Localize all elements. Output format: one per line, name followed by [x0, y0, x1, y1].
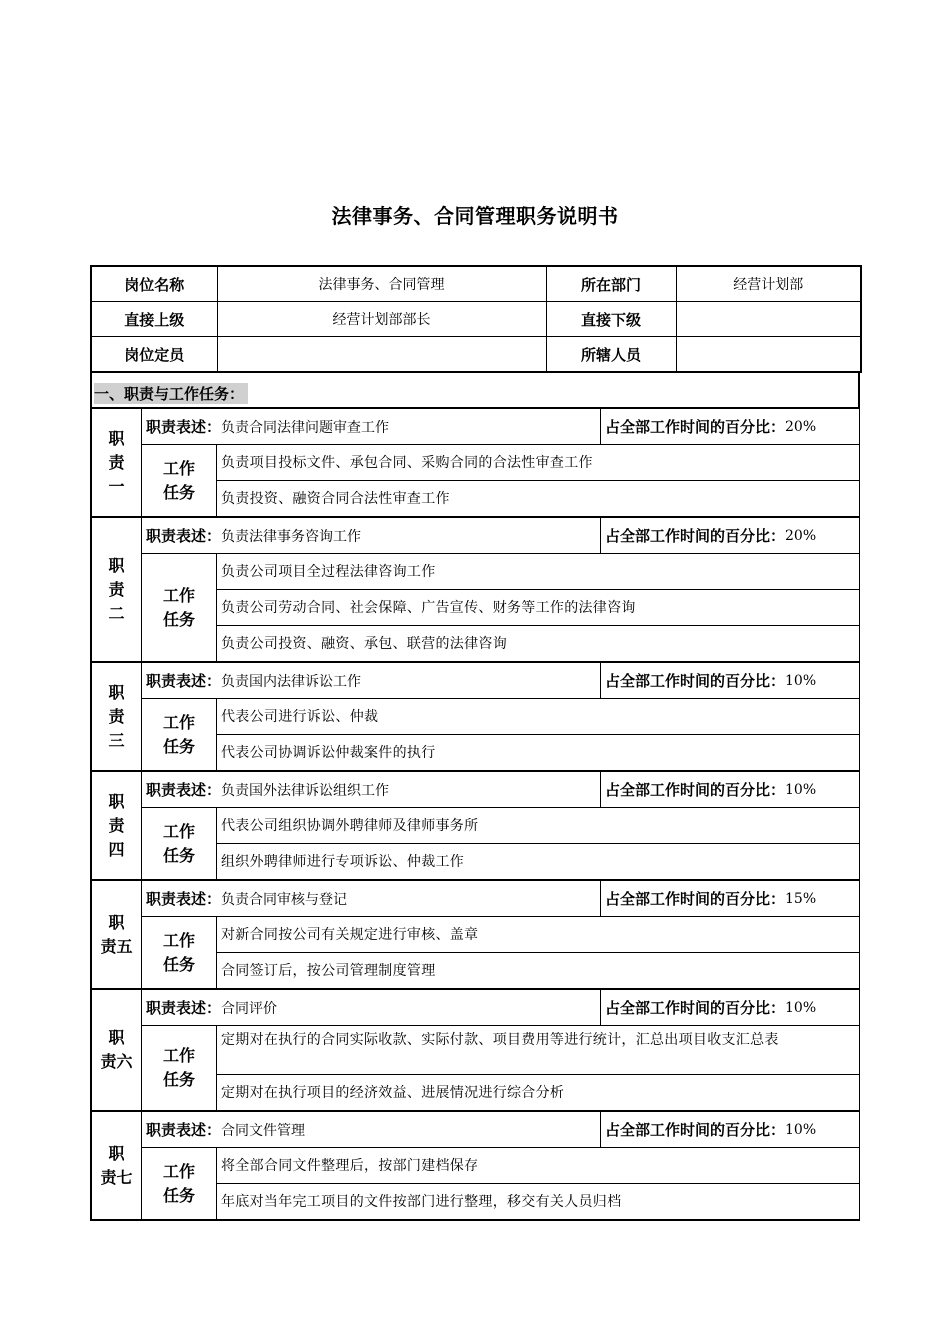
task-item: 定期对在执行的合同实际收款、实际付款、项目费用等进行统计，汇总出项目收支汇总表 [217, 1026, 859, 1075]
duty-block [90, 663, 860, 772]
duty-body [142, 772, 859, 879]
task-label [142, 917, 217, 988]
description-text: 负责国内法律诉讼工作 [221, 673, 362, 690]
task-label [142, 1148, 217, 1219]
duty-label-char: 责 [108, 452, 125, 472]
task-label-line: 工作 [162, 930, 195, 950]
duty-label-char: 二 [108, 603, 125, 623]
task-label-line: 工作 [162, 1046, 195, 1065]
task-label [142, 699, 217, 770]
description-text: 负责国外法律诉讼组织工作 [221, 782, 390, 799]
superior-value: 经营计划部部长 [217, 302, 546, 337]
time-percentage [601, 518, 859, 553]
duty-label-char: 一 [108, 476, 125, 496]
duty-label-char: 责五 [100, 936, 133, 956]
task-block [142, 699, 859, 770]
description-text: 负责合同法律问题审查工作 [221, 419, 390, 436]
task-label-line: 工作 [162, 585, 195, 605]
duty-description [142, 1112, 601, 1147]
task-label-line: 任务 [162, 736, 195, 756]
duty-label [92, 1112, 142, 1219]
percentage-label: 占全部工作时间的百分比： [605, 1121, 786, 1139]
task-item: 组织外聘律师进行专项诉讼、仲裁工作 [221, 853, 465, 870]
task-label-line: 工作 [162, 821, 195, 841]
time-percentage [601, 881, 859, 916]
superior-label: 直接上级 [91, 302, 217, 337]
task-label-line: 工作 [162, 1161, 195, 1181]
task-item: 负责公司投资、融资、承包、联营的法律咨询 [221, 635, 507, 652]
task-list [217, 917, 859, 988]
duty-label [92, 990, 142, 1110]
description-text: 合同文件管理 [221, 1122, 306, 1139]
headcount-value [217, 337, 546, 373]
description-text: 负责法律事务咨询工作 [221, 528, 362, 545]
staff-label: 所辖人员 [546, 337, 676, 373]
duty-description [142, 663, 601, 698]
duty-body [142, 518, 859, 661]
duty-description-row [142, 881, 859, 917]
description-label: 职责表述： [146, 672, 222, 690]
percentage-value: 10% [785, 781, 817, 798]
task-label-line: 任务 [162, 1185, 195, 1205]
task-label [142, 1026, 217, 1110]
duty-description [142, 881, 601, 916]
duty-description-row [142, 772, 859, 808]
duty-description-row [142, 990, 859, 1026]
description-text: 负责合同审核与登记 [221, 891, 348, 908]
duties-list [90, 409, 860, 1221]
task-item: 负责项目投标文件、承包合同、采购合同的合法性审查工作 [217, 445, 859, 481]
task-block [142, 808, 859, 879]
task-label [142, 445, 217, 516]
task-item: 负责投资、融资合同合法性审查工作 [221, 490, 450, 507]
task-item: 合同签订后，按公司管理制度管理 [221, 962, 436, 979]
duty-body [142, 1112, 859, 1219]
position-name-label: 岗位名称 [91, 266, 217, 302]
task-list [217, 699, 859, 770]
duty-label-char: 职 [108, 1028, 125, 1047]
task-label [142, 808, 217, 879]
page-title: 法律事务、合同管理职务说明书 [331, 204, 619, 228]
time-percentage [601, 1112, 859, 1147]
duty-label-char: 责 [108, 579, 125, 599]
duty-description [142, 409, 601, 444]
duty-label [92, 772, 142, 879]
duty-label-char: 三 [108, 730, 125, 750]
duty-body [142, 990, 859, 1110]
percentage-label: 占全部工作时间的百分比： [605, 418, 786, 436]
duty-block [90, 881, 860, 990]
task-item: 代表公司协调诉讼仲裁案件的执行 [221, 744, 436, 761]
duty-description [142, 518, 601, 553]
duty-label-char: 职 [108, 1143, 125, 1163]
duty-label-char: 责 [108, 815, 125, 835]
task-item: 对新合同按公司有关规定进行审核、盖章 [217, 917, 859, 953]
percentage-value: 10% [785, 1121, 817, 1138]
task-block [142, 1148, 859, 1219]
duty-label [92, 409, 142, 516]
subordinate-value [676, 302, 861, 337]
task-item: 代表公司进行诉讼、仲裁 [217, 699, 859, 735]
section-title: 一、职责与工作任务： [94, 383, 248, 404]
percentage-label: 占全部工作时间的百分比： [605, 527, 786, 545]
task-list [217, 1026, 859, 1110]
task-block [142, 445, 859, 516]
task-item: 年底对当年完工项目的文件按部门进行整理，移交有关人员归档 [221, 1193, 622, 1210]
percentage-value: 10% [785, 999, 817, 1016]
subordinate-label: 直接下级 [546, 302, 676, 337]
duty-description [142, 990, 601, 1025]
percentage-value: 20% [785, 527, 817, 544]
percentage-label: 占全部工作时间的百分比： [605, 890, 786, 908]
time-percentage [601, 772, 859, 807]
duty-label [92, 881, 142, 988]
duty-block [90, 518, 860, 663]
duty-description-row [142, 663, 859, 699]
description-label: 职责表述： [146, 999, 222, 1017]
duty-label-char: 职 [108, 791, 125, 811]
description-label: 职责表述： [146, 1121, 222, 1139]
task-item: 负责公司项目全过程法律咨询工作 [217, 554, 859, 590]
department-label: 所在部门 [546, 266, 676, 302]
task-item: 代表公司组织协调外聘律师及律师事务所 [217, 808, 859, 844]
time-percentage [601, 663, 859, 698]
duty-label-char: 责七 [100, 1167, 133, 1187]
description-label: 职责表述： [146, 781, 222, 799]
task-list [217, 808, 859, 879]
duty-body [142, 409, 859, 516]
task-label-line: 工作 [162, 458, 195, 478]
task-label-line: 任务 [162, 954, 195, 974]
duty-label-char: 职 [108, 555, 125, 575]
percentage-value: 10% [785, 672, 817, 689]
task-label [142, 554, 217, 661]
duty-description [142, 772, 601, 807]
percentage-value: 20% [785, 418, 817, 435]
percentage-label: 占全部工作时间的百分比： [605, 781, 786, 799]
task-label-line: 工作 [162, 712, 195, 732]
time-percentage [601, 990, 859, 1025]
time-percentage [601, 409, 859, 444]
duty-label-char: 职 [108, 912, 125, 932]
duty-body [142, 663, 859, 770]
task-label-line: 任务 [162, 1070, 195, 1089]
percentage-label: 占全部工作时间的百分比： [605, 672, 786, 690]
duty-label [92, 663, 142, 770]
duty-body [142, 881, 859, 988]
task-label-line: 任务 [162, 609, 195, 629]
duty-label [92, 518, 142, 661]
task-item: 将全部合同文件整理后，按部门建档保存 [217, 1148, 859, 1184]
task-label-line: 任务 [162, 845, 195, 865]
duty-block [90, 990, 860, 1112]
department-value: 经营计划部 [676, 266, 861, 302]
duty-label-char: 四 [108, 839, 125, 859]
position-name-value: 法律事务、合同管理 [217, 266, 546, 302]
percentage-value: 15% [785, 890, 817, 907]
staff-value [676, 337, 861, 373]
percentage-label: 占全部工作时间的百分比： [605, 999, 786, 1017]
task-label-line: 任务 [162, 482, 195, 502]
headcount-label: 岗位定员 [91, 337, 217, 373]
duty-label-char: 职 [108, 682, 125, 702]
duty-block [90, 772, 860, 881]
duty-block [90, 409, 860, 518]
description-text: 合同评价 [221, 1000, 278, 1017]
description-label: 职责表述： [146, 890, 222, 908]
header-table [90, 265, 862, 373]
duty-description-row [142, 1112, 859, 1148]
task-list [217, 445, 859, 516]
description-label: 职责表述： [146, 418, 222, 436]
duty-label-char: 责 [108, 706, 125, 726]
task-list [217, 1148, 859, 1219]
duty-label-char: 责六 [100, 1052, 133, 1071]
task-block [142, 554, 859, 661]
task-block [142, 917, 859, 988]
task-item: 负责公司劳动合同、社会保障、广告宣传、财务等工作的法律咨询 [217, 590, 859, 626]
task-list [217, 554, 859, 661]
section-header [90, 373, 860, 409]
job-description-form [90, 265, 860, 1221]
task-block [142, 1026, 859, 1110]
duty-block [90, 1112, 860, 1221]
duty-description-row [142, 409, 859, 445]
description-label: 职责表述： [146, 527, 222, 545]
task-item: 定期对在执行项目的经济效益、进展情况进行综合分析 [221, 1084, 565, 1101]
duty-label-char: 职 [108, 428, 125, 448]
duty-description-row [142, 518, 859, 554]
